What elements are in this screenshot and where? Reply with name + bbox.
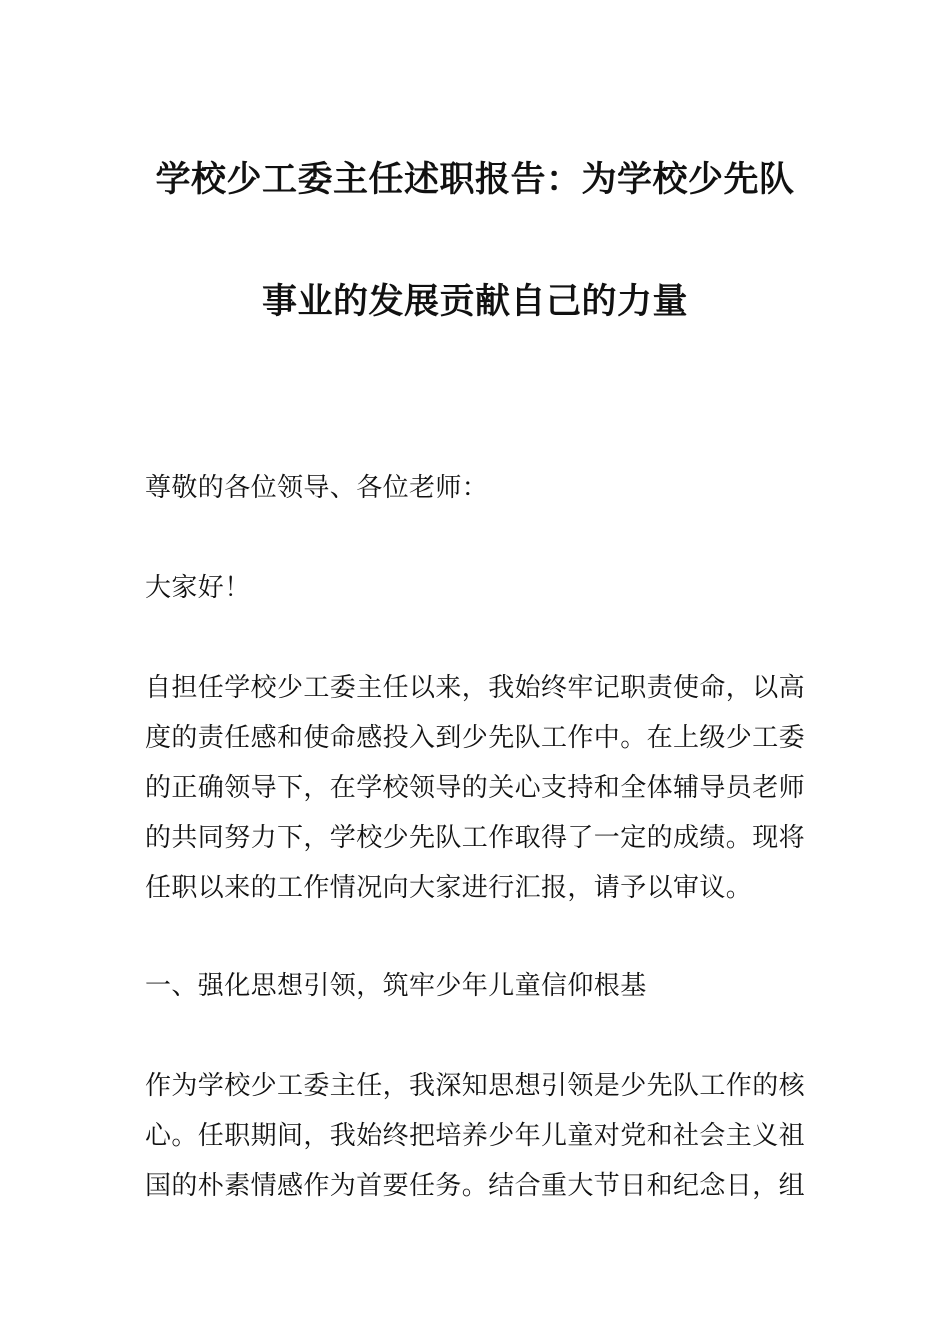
intro-line-4: 的共同努力下，学校少先队工作取得了一定的成绩。现将 xyxy=(145,823,806,853)
section-1-line-3: 国的朴素情感作为首要任务。结合重大节日和纪念日，组 xyxy=(145,1171,806,1201)
intro-line-2: 度的责任感和使命感投入到少先队工作中。在上级少工委 xyxy=(145,723,806,753)
greeting: 大家好！ xyxy=(145,573,251,603)
intro-line-1: 自担任学校少工委主任以来，我始终牢记职责使命，以高 xyxy=(145,673,806,703)
section-1-line-2: 心。任职期间，我始终把培养少年儿童对党和社会主义祖 xyxy=(145,1121,806,1151)
title-line-1: 学校少工委主任述职报告：为学校少先队 xyxy=(155,160,795,200)
salutation: 尊敬的各位领导、各位老师： xyxy=(145,473,489,503)
intro-line-5: 任职以来的工作情况向大家进行汇报，请予以审议。 xyxy=(145,873,753,903)
title-line-2: 事业的发展贡献自己的力量 xyxy=(261,282,688,322)
section-1-heading: 一、强化思想引领，筑牢少年儿童信仰根基 xyxy=(145,971,647,1001)
section-1-line-1: 作为学校少工委主任，我深知思想引领是少先队工作的核 xyxy=(145,1071,806,1101)
intro-line-3: 的正确领导下，在学校领导的关心支持和全体辅导员老师 xyxy=(145,773,806,803)
